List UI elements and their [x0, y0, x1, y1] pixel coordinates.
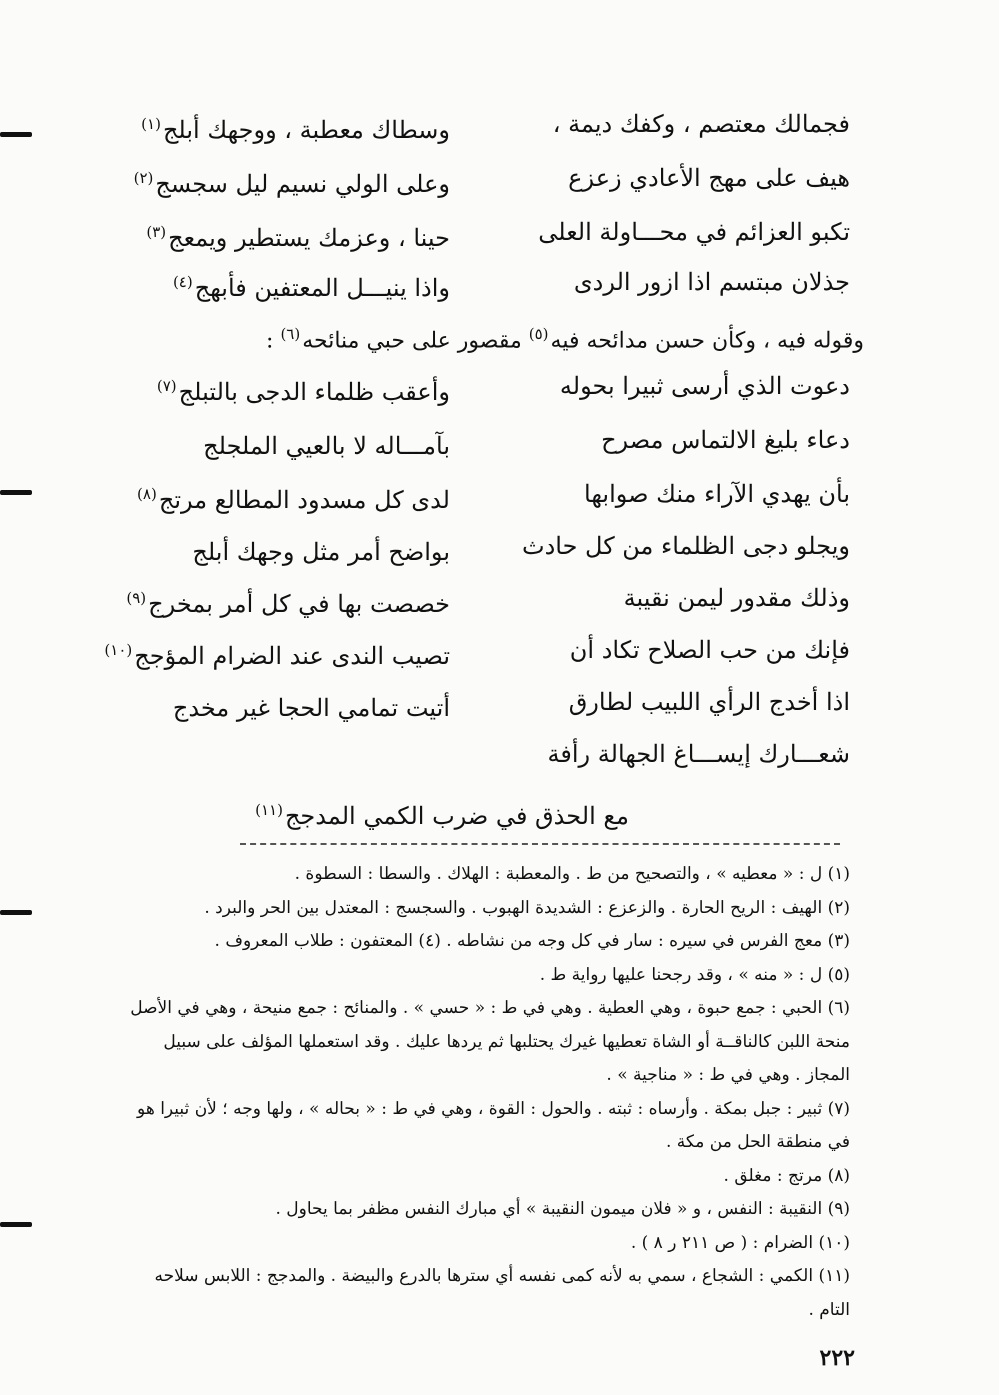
intro-text [144, 314, 864, 361]
verse-second-hemistich [120, 158, 450, 204]
verse-second-text: وسطاك معطبة ، ووجهك أبلج [162, 116, 450, 144]
footnote-ref: (١٠) [104, 641, 133, 659]
verse-second-hemistich [120, 366, 450, 412]
footnote: (٩) النقيبة : النفس ، و « فلان ميمون النقيبة » أي مبارك النفس مظفر بما يحاول . [275, 1199, 850, 1219]
verse-second-hemistich [255, 790, 629, 836]
verse-second-text: حينا ، وعزمك يستطير ويمعج [168, 224, 450, 252]
verse-line [120, 104, 850, 156]
verse-second-hemistich [120, 262, 450, 308]
verse-second-text: وأعقب ظلماء الدجى بالتبلج [178, 378, 450, 406]
intro-colon: : [266, 328, 274, 354]
verse-second-hemistich [120, 474, 450, 520]
verse-second-text: بواضح أمر مثل وجهك أبلج [192, 538, 450, 566]
verse-first-hemistich: اذا أخدج الرأي اللبيب لطارق [568, 688, 850, 716]
footnote: (٧) ثبير : جبل بمكة . وأرساه : ثبته . والحول : القوة ، وهي في ط : « بحاله » ، ولها وجه ؛ لأن ثبيرا هو في منطقة الحل من مكة . [137, 1098, 850, 1152]
verse-second-text: تصيب الندى عند الضرام المؤجج [134, 642, 450, 670]
verse-second-text: مع الحذق في ضرب الكمي المدجج [284, 802, 629, 830]
footnote-ref: (٢) [133, 169, 154, 187]
footnote: (٢) الهيف : الريح الحارة . والزعزع : الشديدة الهبوب . والسجسج : المعتدل بين الحر والبرد . [204, 897, 850, 918]
verse-line [120, 366, 850, 418]
footnote-ref: (١١) [255, 801, 283, 819]
intro-part-2: مقصور على حبي منائحه [302, 328, 522, 354]
verse-second-hemistich [120, 212, 450, 258]
footnote: (١٠) الضرام : ( ص ٢١١ ر ٨ ) . [630, 1232, 850, 1253]
verse-second-hemistich [120, 420, 450, 466]
footnote-ref: (٩) [126, 589, 147, 607]
verse-line [120, 578, 850, 630]
footnotes [120, 858, 850, 1327]
verse-line [120, 212, 850, 264]
footnote: (٨) مرتج : مغلق . [723, 1165, 850, 1186]
footnote: (٦) الحبي : جمع حبوة ، وهي العطية . وهي في ط : « حسي » . والمنائح : جمع منيحة ، وهي في الأصل منحة اللبن كالناقــة أو الشاة تعطيها غيرك يحتلبها ثم يردها عليك . وقد استعملها المؤلف على سبيل المجاز . وهي في ط : « مناجية » . [130, 998, 850, 1085]
verse-second-hemistich [120, 578, 450, 624]
footnote-ref: (١) [141, 115, 161, 133]
verse-first-hemistich: وذلك مقدور ليمن نقيبة [623, 584, 850, 612]
footnote-ref: (٦) [280, 325, 301, 343]
verse-first-hemistich: دعوت الذي أرسى ثبيرا بحوله [559, 372, 850, 400]
verse-first-hemistich: فإنك من حب الصلاح تكاد أن [569, 636, 850, 664]
verse-line [120, 262, 850, 314]
verse-second-hemistich [120, 682, 450, 728]
verse-second-hemistich [104, 630, 450, 676]
page-number: ٢٢٢ [819, 1345, 855, 1371]
verse-second-text: واذا ينيـــل المعتفين فأبهج [194, 274, 450, 302]
footnote-ref: (٨) [137, 485, 157, 503]
footnote: (١١) الكمي : الشجاع ، سمي به لأنه كمى نفسه أي سترها بالدرع والبيضة . والمدجج : اللابس سلاحه التام . [154, 1266, 850, 1320]
verse-second-text: خصصت بها في كل أمر بمخرج [148, 590, 450, 618]
verse-line [120, 474, 850, 526]
verse-first-hemistich: تكبو العزائم في محـــاولة العلى [538, 218, 850, 246]
footnote-ref: (٤) [172, 273, 193, 291]
verse-first-hemistich: شعـــارك إيســـاغ الجهالة رأفة [547, 740, 850, 768]
footnote-ref: (٥) [528, 325, 549, 343]
footnote: (٥) ل : « منه » ، وقد رجحنا عليها رواية ط . [539, 964, 850, 985]
margin-mark [0, 132, 32, 137]
footnote: (١) ل : « معطيه » ، والتصحيح من ط . والمعطبة : الهلاك . والسطا : السطوة . [294, 864, 850, 884]
verse-first-hemistich: ويجلو دجى الظلماء من كل حادث [521, 532, 850, 560]
verse-line [120, 526, 850, 578]
verse-second-hemistich [120, 526, 450, 572]
verse-line [120, 682, 850, 734]
footnote: (٣) معج الفرس في سيره : سار في كل وجه من نشاطه . (٤) المعتفون : طلاب المعروف . [214, 931, 850, 951]
verse-second-text: أتيت تمامي الحجا غير مخدج [172, 694, 450, 722]
verse-second-text: وعلى الولي نسيم ليل سجسج [155, 170, 450, 198]
margin-mark [0, 1222, 32, 1227]
verse-line [120, 734, 850, 786]
verse-second-text: لدى كل مسدود المطالع مرتج [158, 486, 450, 514]
verse-first-hemistich: هيف على مهج الأعادي زعزع [568, 164, 850, 192]
verse-second-hemistich [120, 104, 450, 150]
footnote-separator [240, 843, 840, 845]
footnote-ref: (٧) [156, 377, 177, 395]
verse-first-hemistich: دعاء بليغ الالتماس مصرح [601, 426, 850, 454]
verse-line [120, 420, 850, 472]
verse-second-text: بآمـــاله لا بالعيي الملجلج [203, 432, 450, 460]
verse-line [120, 158, 850, 210]
verse-first-hemistich: جذلان مبتسم اذا ازور الردى [573, 268, 850, 296]
margin-mark [0, 910, 32, 915]
verse-line [104, 630, 850, 682]
verse-first-hemistich: بأن يهدي الآراء منك صوابها [584, 480, 850, 508]
verse-first-hemistich: فجمالك معتصم ، وكفك ديمة ، [552, 110, 850, 138]
intro-part-1: وقوله فيه ، وكأن حسن مدائحه فيه [550, 328, 864, 354]
margin-mark [0, 490, 32, 495]
footnote-ref: (٣) [146, 223, 167, 241]
